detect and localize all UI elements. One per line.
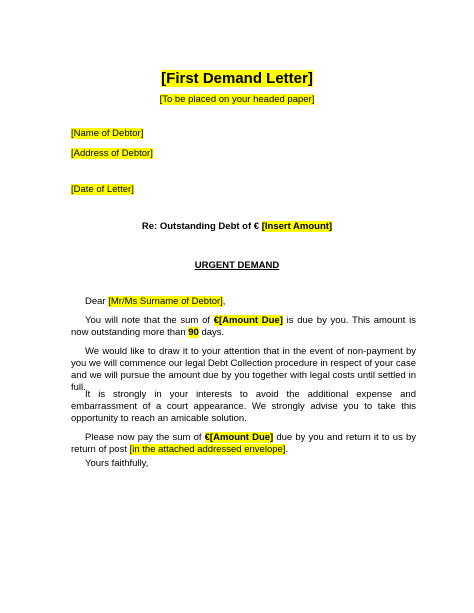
- letter-title-text: [First Demand Letter]: [161, 70, 313, 87]
- paragraph-2: [71, 346, 416, 394]
- p2-text: We would like to draw it to your attention that in the event of non-payment by you we will commence our legal Debt Collection procedure in respect of your case and we will pursue the amount due by you together with legal costs until settled in full.: [71, 346, 416, 393]
- letter-subtitle: [0, 94, 474, 105]
- closing: Yours faithfully,: [85, 458, 149, 469]
- salutation-suffix: ,: [222, 296, 226, 307]
- salutation-prefix: Dear: [85, 296, 109, 307]
- debtor-name-text: [Name of Debtor]: [71, 128, 144, 139]
- p1-part2: is due by you. This amount is now outstanding more than: [71, 315, 416, 338]
- p4-amount: €[Amount Due]: [204, 432, 274, 443]
- p1-amount: €[Amount Due]: [213, 315, 283, 326]
- salutation: [71, 296, 416, 308]
- subject-prefix: Re: Outstanding Debt of €: [141, 221, 262, 232]
- letter-title: [0, 70, 474, 87]
- p4-envelope: [in the attached addressed envelope]: [129, 444, 286, 455]
- letter-subtitle-text: [To be placed on your headed paper]: [159, 94, 315, 105]
- salutation-name: [Mr/Ms Surname of Debtor]: [108, 296, 223, 307]
- p4-part3: .: [285, 444, 289, 455]
- debtor-address: [71, 148, 153, 160]
- p1-days: 90: [188, 327, 199, 338]
- letter-date: [71, 184, 134, 196]
- p3-text: It is strongly in your interests to avoid the additional expense and embarrassment of a court appearance. We strongly advise you to take this opportunity to reach an amicable solution.: [71, 389, 416, 424]
- debtor-address-text: [Address of Debtor]: [71, 148, 153, 159]
- subject-amount: [Insert Amount]: [261, 221, 333, 232]
- letter-date-text: [Date of Letter]: [71, 184, 134, 195]
- urgent-heading: URGENT DEMAND: [194, 260, 280, 271]
- debtor-name: [71, 128, 143, 140]
- p4-part2: due by you and return it to us by return of post: [71, 432, 416, 455]
- p1-part3: days.: [198, 327, 225, 338]
- p1-part1: You will note that the sum of: [85, 315, 214, 326]
- subject-line: [0, 221, 474, 232]
- paragraph-3: [71, 389, 416, 425]
- paragraph-1: [71, 315, 416, 339]
- p4-part1: Please now pay the sum of: [85, 432, 205, 443]
- paragraph-4: [71, 432, 416, 456]
